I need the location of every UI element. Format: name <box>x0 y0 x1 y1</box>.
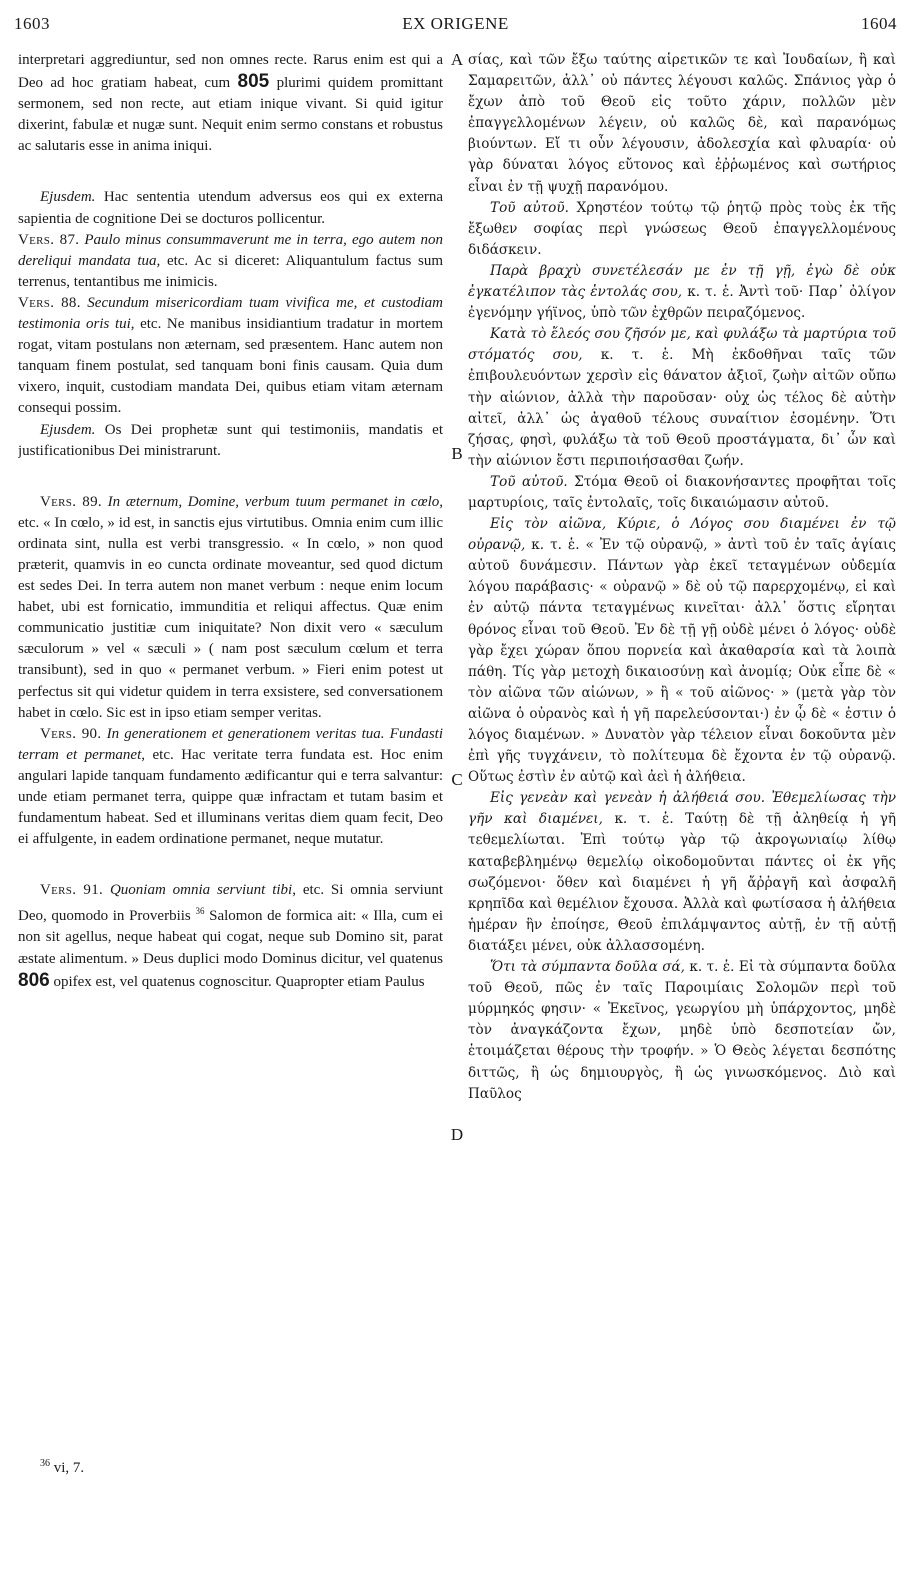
latin-text: , etc. « In cœlo, » id est, in sanctis ejus virtutibus. Omnia enim cum illic ordinata sint, nulla est verbi transgressio. « In cœlo, » non quod præterit, quamvis in eo cuncta ordinate moveantur, sed quod dictum est sedes Dei. In terra autem non manet verbum : neque enim locum habet, ubi est fornicatio, immunditia et reliqui affectus. Quæ enim communicatio justitiæ cum iniquitate? Non dixit vero « sæculum sæculorum » vel « sæculi » ( nam post sæculum cœlum et terra transibunt), sed in quo « permanet verbum. » Fieri enim potest ut perfectus sit qui videtur quidem in terra exsistere, sed conversationem habet in cœlo. Sic est in ipso etiam semper veritas. <box>18 493 443 721</box>
verse-quote: Ὅτι τὰ σύμπαντα δοῦλα σά, <box>490 959 685 976</box>
latin-verse-89 <box>18 492 443 724</box>
greek-paragraph-tou-autou-2 <box>468 472 896 514</box>
verse-label: Vers. 88. <box>18 294 81 311</box>
left-page-number: 1603 <box>14 14 50 33</box>
ejusdem-label: Ejusdem. <box>40 189 96 206</box>
right-page-number: 1604 <box>861 14 897 33</box>
latin-verse-87 <box>18 230 443 293</box>
latin-text: interpretari aggrediuntur, sed non omnes recte. Rarus enim est qui a Deo ad hoc gratiam habeat, cum <box>18 52 443 92</box>
greek-verse-88 <box>468 324 896 472</box>
greek-paragraph-1 <box>468 50 896 198</box>
section-marker-d: D <box>450 1125 464 1144</box>
verse-label: Vers. 90. <box>40 725 102 742</box>
verse-quote: Εἰς γενεὰν καὶ γενεὰν ἡ ἀλήθειά σου. Ἐθεμελίωσας τὴν γῆν καὶ διαμένει, <box>468 790 896 828</box>
latin-verse-90 <box>18 724 443 851</box>
greek-text: κ. τ. ἑ. Ταύτῃ δὲ τῇ ἀληθείᾳ ἡ γῆ τεθεμελίωται. Ἐπὶ τούτῳ γὰρ τῷ ἀκρογωνιαίῳ λίθῳ καταβεβλημένῳ θεμελίῳ οἰκοδομοῦνται πάντες οἱ ἐκ γῆς σωζόμενοι· ὅθεν καὶ διαμένει ἡ γῆ ἄῤῥαγῆ καὶ ἀσφαλῆ κρηπῖδα καὶ θεμέλιον ἔχουσα. Ἀλλὰ καὶ φωτίσασα ἡ ἀλήθεια ἡμέραν ἣν ἐποίησε, Θεοῦ ἐπιλάμψαντος αὐτῇ, ἐν τῇ αὐτῇ διατάξει μένει, οὐκ ἀλλασσομένη. <box>468 811 896 954</box>
latin-text: , etc. Si omnia serviunt Deo, quomodo in Proverbiis <box>18 882 443 925</box>
verse-label: Vers. 89. <box>40 493 102 510</box>
greek-verse-91 <box>468 957 896 1105</box>
footnote-reference: 36 <box>195 906 205 917</box>
verse-quote: In generationem et generationem veritas tua. Fundasti terram et permanet, <box>18 725 443 763</box>
greek-text: κ. τ. ἑ. Εἰ τὰ σύμπαντα δοῦλα τοῦ Θεοῦ, πῶς ἐν ταῖς Παροιμίαις Σολομῶν περὶ τοῦ μύρμηκός φησιν· « Ἐκεῖνος, γεωργίου μὴ ὑπάρχοντος, μηδὲ τὸν ἀναγκάζοντα ἔχων, μηδὲ ὑπὸ δεσποτείαν ὤν, ἑτοιμάζεται θέρους τὴν τροφήν. » Ὁ Θεὸς λέγεται δεσπότης διττῶς, ἢ ὡς δημιουργὸς, ἢ ὡς γινωσκόμενος. Διὸ καὶ Παῦλος <box>468 959 896 1102</box>
section-marker-a: A <box>450 50 464 69</box>
latin-verse-91 <box>18 880 443 992</box>
latin-text: etc. Ne manibus insidiantium tradatur in mortem rogat, vitam postulans non æternam, sed præsentem. Hanc autem non tanquam finem postulat, sed tanquam boni finis causam. Quia dum vixero, inquit, custodiam mandata Dei, quibus etiam vitam æternam consequi possim. <box>18 316 443 417</box>
ejusdem-label: Ejusdem. <box>40 421 96 438</box>
verse-quote: In æternum, Domine, verbum tuum permanet in cœlo <box>107 493 440 510</box>
verse-quote: Paulo minus consummaverunt me in terra, ego autem non dereliqui mandata tua, <box>18 231 443 269</box>
page-header <box>14 14 897 40</box>
latin-text: etc. Ac si diceret: Aliquantulum factus sum terrenus, tentantibus me inimicis. <box>18 252 443 290</box>
column-number-806: 806 <box>18 969 50 991</box>
verse-quote: Κατὰ τὸ ἔλεός σου ζῆσόν με, καὶ φυλάξω τὰ μαρτύρια τοῦ στόματός σου, <box>468 326 896 364</box>
greek-text: σίας, καὶ τῶν ἔξω ταύτης αἱρετικῶν τε καὶ Ἰουδαίων, ἢ καὶ Σαμαρειτῶν, ἀλλ᾽ οὐ πάντες λέγουσι καλῶς. Σπάνιος γὰρ ὁ ἔχων ἀπὸ τοῦ Θεοῦ εἰς τοῦτο χάριν, πολλῶν μὲν ἐπαγγελλομένων λέγειν, οὐ καλῶς δὲ, καὶ παρανόμως βιούντων. Εἴ τι οὖν λέγουσιν, ἀδολεσχία καὶ φλυαρία· οὐ γὰρ δύναται λόγος εὔτονος καὶ ἐῤῥωμένος καὶ σωτήριος εἶναι ἐν τῇ ψυχῇ παρανόμου. <box>468 52 896 195</box>
greek-text: κ. τ. ἑ. Μὴ ἐκδοθῆναι ταῖς τῶν ἐπιβουλευόντων χερσὶν εἰς θάνατον ἀξιοῖ, ζωὴν αἰτῶν οὔπω τὴν αἰώνιον, ἀλλὰ τὴν παροῦσαν· οὐχ ὡς τέλος δὲ αὐτὴν αἰτεῖ, ἀλλ᾽ ὡς ἀγαθοῦ τέλους συναίτιον ἐσομένην. Ὅτι ζήσας, φησὶ, φυλάξω τὰ τοῦ Θεοῦ προστάγματα, δι᾽ ὧν καὶ τὴν αἰώνιον ἔστι περιποιήσασθαι ζωήν. <box>468 347 896 469</box>
column-number-805: 805 <box>237 71 270 93</box>
footnote-text: vi, 7. <box>53 1460 85 1476</box>
greek-verse-87 <box>468 261 896 324</box>
greek-paragraph-2 <box>468 198 896 261</box>
greek-text: κ. τ. ἑ. « Ἐν τῷ οὐρανῷ, » ἀντὶ τοῦ ἐν ταῖς ἁγίαις αὐτοῦ δυνάμεσιν. Πάντων γὰρ ἐκεῖ τεταγμένων οὐδεμία λόγου παράβασις· « οὐρανῷ » δὲ οὐ τῷ παρερχομένῳ, εἰ καὶ ἐν αὐτῷ πάντα τεταγμένως κινεῖται· ἀλλ᾽ ὅστις εἴρηται θρόνος εἶναι τοῦ Θεοῦ. Ἐν δὲ τῇ γῇ οὐδὲ μένει ὁ λόγος· οὐδὲ γὰρ ἔχει χώραν ὅπου πορνεία καὶ ἀκαθαρσία καὶ τὰ λοιπὰ πάθη. Τίς γὰρ μετοχὴ δικαιοσύνῃ καὶ ἀνομίᾳ; Οὐκ εἶπε δὲ « τὸν αἰῶνα τῶν αἰώνων, » ἢ « τοῦ αἰῶνος· » (μετὰ γὰρ τὸν αἰῶνα ὁ οὐρανὸς καὶ ἡ γῆ παρελεύσονται·) ἐν ᾧ δὲ « ἐστιν ὁ λόγος διαμένων. » Δυνατὸν γὰρ τέλειον εἶναι δοκοῦντα μὲν ἐπὶ γῆς τυγχάνειν, τὸ πολίτευμα δὲ ἔχοντα ἐν τῷ οὐρανῷ. Οὕτως ἐστὶν ἐν αὐτῷ καὶ ἀεὶ ἡ ἀλήθεια. <box>468 537 896 786</box>
footnote-number: 36 <box>40 1458 50 1469</box>
greek-text: κ. τ. ἑ. Ἀντὶ τοῦ· Παρ᾽ ὀλίγον ἐγενόμην γήϊνος, ὑπὸ τῶν ἐχθρῶν πειραζόμενος. <box>468 284 896 322</box>
greek-column <box>468 50 896 1529</box>
greek-text: Χρηστέον τούτῳ τῷ ῥητῷ πρὸς τοὺς ἐκ τῆς ἔξωθεν σοφίας περὶ γνώσεως Θεοῦ ἐπαγγελλομένους διδάσκειν. <box>468 199 896 258</box>
latin-text: etc. Hac veritate terra fundata est. Hoc enim angulari lapide tanquam fundamento ædificantur qui e terra salvantur: unde etiam permanet terra, quippe quæ infractam et tutam basim et fundamentum habeat. Sed et illuminans veritas diem quam fecit, Deo ei affulgente, in eadem ordinatione permanet, neque mutatur. <box>18 746 443 848</box>
latin-text: opifex est, vel quatenus cognoscitur. Quapropter etiam Paulus <box>53 973 425 990</box>
latin-text: Os Dei prophetæ sunt qui testimoniis, mandatis et justificationibus Dei ministrarunt. <box>18 421 443 459</box>
tou-autou-label: Τοῦ αὐτοῦ. <box>490 199 569 216</box>
latin-paragraph-2 <box>18 187 443 229</box>
verse-quote: Secundum misericordiam tuam vivifica me, et custodiam testimonia oris tui, <box>18 294 443 333</box>
greek-verse-89 <box>468 514 896 788</box>
verse-quote: Quoniam omnia serviunt tibi <box>109 882 293 899</box>
latin-verse-88 <box>18 293 443 420</box>
latin-paragraph-ejusdem-2 <box>18 420 443 462</box>
verse-quote: Εἰς τὸν αἰῶνα, Κύριε, ὁ Λόγος σου διαμένει ἐν τῷ οὐρανῷ, <box>468 516 896 554</box>
footnote <box>40 1458 84 1477</box>
latin-text: Salomon de formica ait: « Illa, cum ei non sit agellus, neque habeat qui cogat, neque sub Domino sit, parat æstate alimentum. » Deus duplici modo Dominus dicitur, vel quatenus <box>18 908 443 967</box>
verse-label: Vers. 91. <box>40 882 104 899</box>
latin-paragraph-1 <box>18 50 443 157</box>
verse-quote: Παρὰ βραχὺ συνετέλεσάν με ἐν τῇ γῇ, ἐγὼ δὲ οὐκ ἐγκατέλιπον τὰς ἐντολάς σου, <box>468 262 896 301</box>
verse-label: Vers. 87. <box>18 231 80 248</box>
tou-autou-label: Τοῦ αὐτοῦ. <box>490 473 568 490</box>
latin-column <box>18 50 443 1529</box>
section-marker-b: B <box>451 444 463 463</box>
greek-text: Στόμα Θεοῦ οἱ διακονήσαντες προφῆται τοῖς μαρτυρίοις, ταῖς ἐντολαῖς, τοῖς δικαιώμασιν αὐτοῦ. <box>468 473 896 511</box>
latin-text: Hac sententia utendum adversus eos qui ex externa sapientia de cognitione Dei se docturos pollicentur. <box>18 189 443 227</box>
running-title: EX ORIGENE <box>402 14 509 33</box>
latin-text: plurimi quidem promittant sermonem, sed non recte, aut etiam inique vivant. Si quid igitur dixerint, fabulæ et nugæ sunt. Nequit enim sermo constans et robustus ac salutaris esse in anima iniqui. <box>18 75 443 155</box>
greek-verse-90 <box>468 788 896 957</box>
section-marker-c: C <box>451 770 463 789</box>
